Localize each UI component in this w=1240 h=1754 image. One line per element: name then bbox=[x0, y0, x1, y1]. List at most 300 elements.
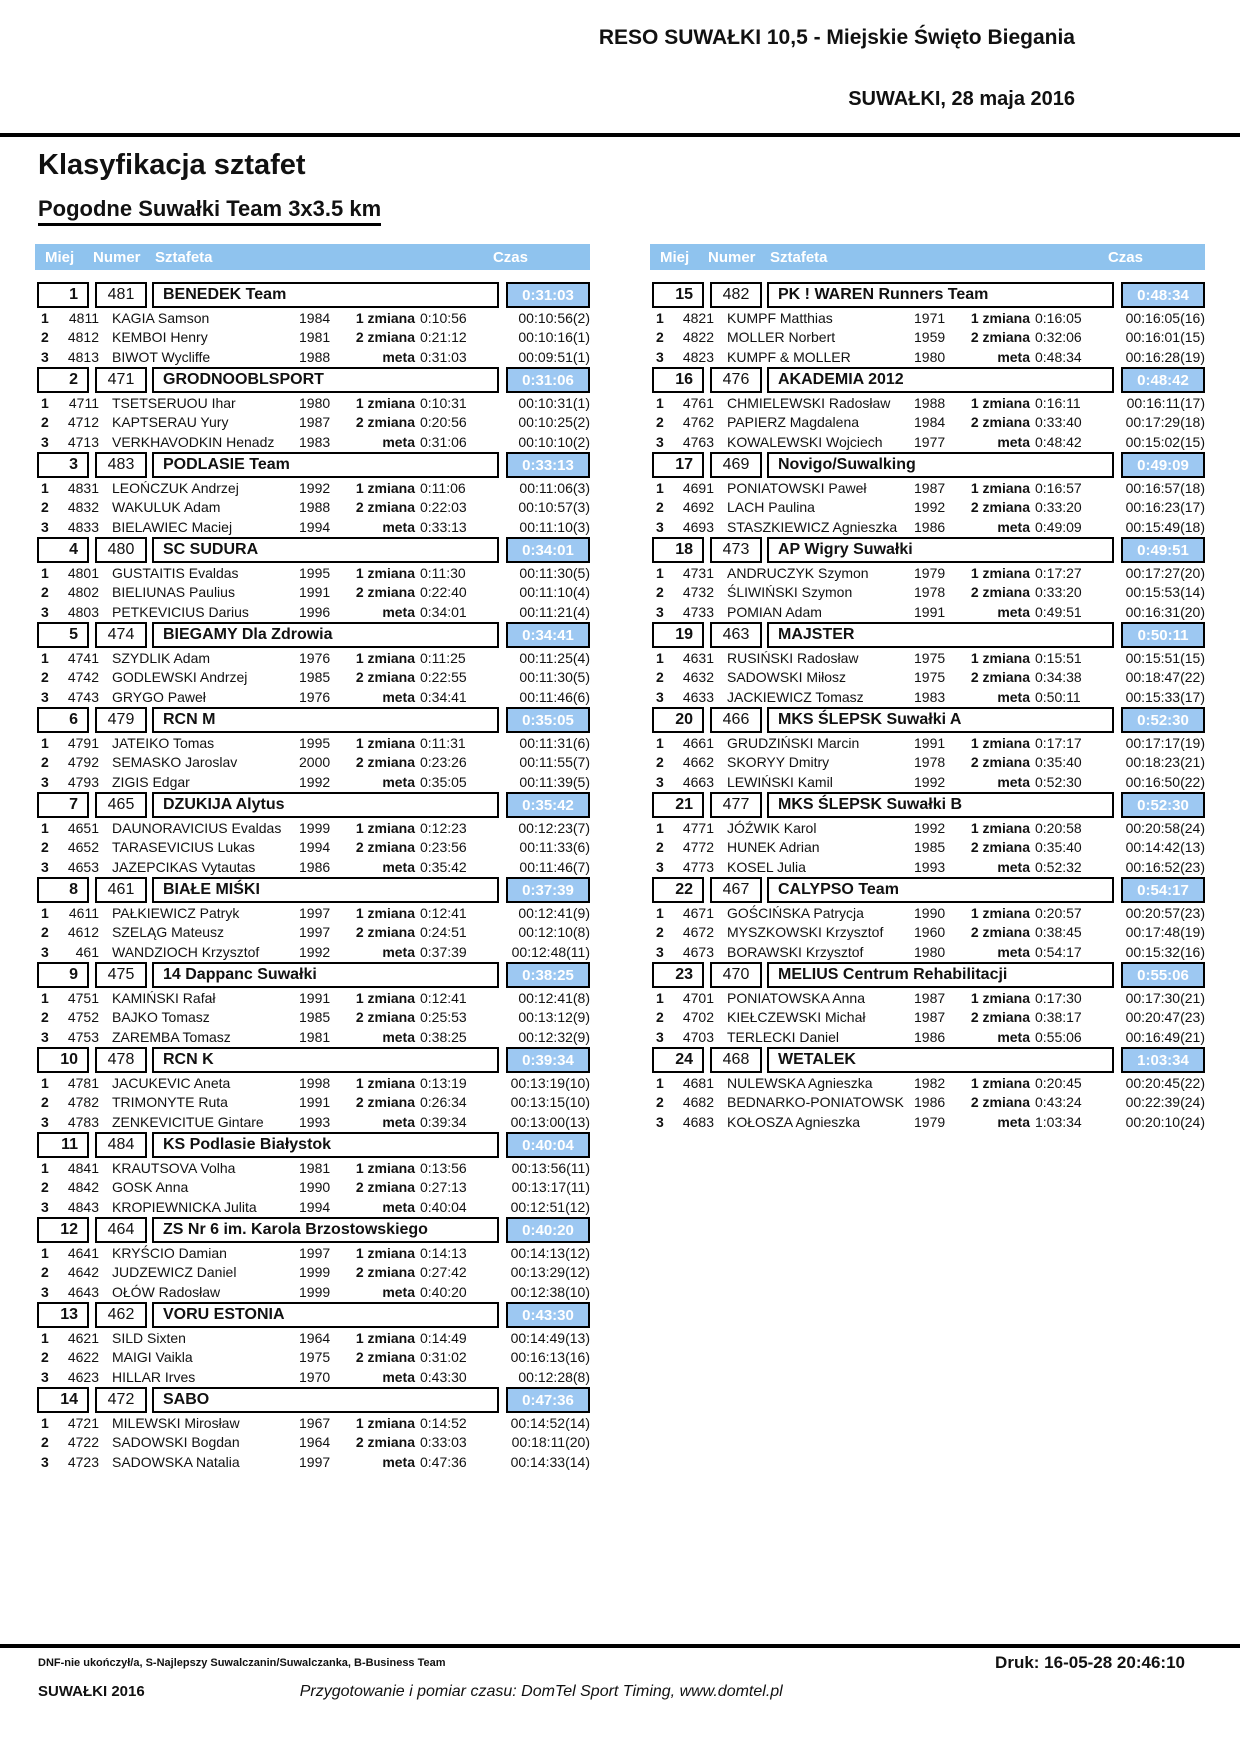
runner-row bbox=[650, 648, 1205, 668]
runner-bib: 4782 bbox=[67, 1094, 99, 1111]
runner-cumulative-time: 0:13:56 bbox=[420, 1159, 467, 1176]
runner-split-label: meta bbox=[997, 348, 1030, 365]
runner-row bbox=[35, 393, 590, 413]
runner-split-label: 2 zmiana bbox=[355, 414, 415, 431]
team-block bbox=[650, 1047, 1205, 1132]
runner-leg: 1 bbox=[656, 309, 664, 326]
runner-name: KAMIŃSKI Rafał bbox=[112, 989, 216, 1006]
runner-leg-time: 00:13:17(11) bbox=[511, 1179, 590, 1196]
runner-birth-year: 1986 bbox=[914, 518, 946, 535]
runner-leg: 2 bbox=[656, 839, 664, 856]
team-rank: 3 bbox=[37, 452, 89, 478]
runner-cumulative-time: 0:31:02 bbox=[420, 1349, 467, 1366]
column-header-numer: Numer bbox=[708, 248, 756, 266]
runner-row bbox=[35, 347, 590, 367]
runner-cumulative-time: 0:52:30 bbox=[1035, 773, 1082, 790]
team-number: 479 bbox=[95, 707, 147, 733]
team-block bbox=[35, 707, 590, 792]
runner-birth-year: 1981 bbox=[299, 329, 331, 346]
runner-name: BEDNARKO-PONIATOWSK bbox=[727, 1094, 904, 1111]
runner-bib: 4793 bbox=[67, 773, 99, 790]
runner-row bbox=[650, 413, 1205, 433]
team-block bbox=[650, 792, 1205, 877]
team-runners bbox=[35, 563, 590, 622]
runner-bib: 4811 bbox=[68, 309, 99, 326]
runner-birth-year: 1997 bbox=[299, 1244, 331, 1261]
runner-cumulative-time: 0:12:41 bbox=[420, 989, 467, 1006]
runner-row bbox=[35, 1433, 590, 1453]
runner-leg: 2 bbox=[41, 499, 49, 516]
runner-birth-year: 1993 bbox=[914, 858, 946, 875]
team-number: 474 bbox=[95, 622, 147, 648]
runner-split-label: meta bbox=[997, 773, 1030, 790]
runner-cumulative-time: 0:13:19 bbox=[420, 1074, 467, 1091]
runner-split-label: 2 zmiana bbox=[970, 1009, 1030, 1026]
runner-leg: 2 bbox=[41, 1434, 49, 1451]
team-number: 482 bbox=[710, 282, 762, 308]
runner-split-label: 2 zmiana bbox=[355, 1009, 415, 1026]
team-time-badge: 1:03:34 bbox=[1121, 1047, 1205, 1073]
team-time-badge: 0:48:42 bbox=[1121, 367, 1205, 393]
runner-split-label: 1 zmiana bbox=[970, 564, 1030, 581]
team-number: 470 bbox=[710, 962, 762, 988]
runner-split-label: 2 zmiana bbox=[970, 669, 1030, 686]
team-name: MKS ŚLEPSK Suwałki A bbox=[767, 707, 1114, 733]
column-header-numer: Numer bbox=[93, 248, 141, 266]
runner-name: TRIMONYTE Ruta bbox=[112, 1094, 228, 1111]
runner-bib: 4842 bbox=[67, 1179, 99, 1196]
runner-leg-time: 00:18:47(22) bbox=[1125, 669, 1205, 686]
runner-bib: 461 bbox=[75, 943, 99, 960]
runner-birth-year: 1990 bbox=[914, 904, 946, 921]
runner-birth-year: 1975 bbox=[914, 649, 946, 666]
team-time-badge: 0:40:20 bbox=[506, 1217, 590, 1243]
runner-split-label: meta bbox=[382, 773, 415, 790]
runner-bib: 4732 bbox=[682, 584, 714, 601]
runner-split-label: meta bbox=[382, 858, 415, 875]
team-time-badge: 0:31:03 bbox=[506, 282, 590, 308]
team-runners bbox=[35, 308, 590, 367]
runner-leg-time: 00:12:41(8) bbox=[518, 989, 590, 1006]
runner-name: KUMPF & MOLLER bbox=[727, 348, 851, 365]
runner-row bbox=[35, 903, 590, 923]
runner-leg: 2 bbox=[656, 1094, 664, 1111]
runner-name: TARASEVICIUS Lukas bbox=[112, 839, 255, 856]
runner-name: PAPIERZ Magdalena bbox=[727, 414, 860, 431]
runner-row bbox=[35, 1367, 590, 1387]
runner-bib: 4691 bbox=[682, 479, 714, 496]
runner-row bbox=[35, 1328, 590, 1348]
runner-leg-time: 00:17:48(19) bbox=[1125, 924, 1205, 941]
runner-bib: 4733 bbox=[682, 603, 714, 620]
runner-name: STASZKIEWICZ Agnieszka bbox=[727, 518, 898, 535]
runner-name: JUDZEWICZ Daniel bbox=[112, 1264, 237, 1281]
runner-name: POMIAN Adam bbox=[727, 603, 822, 620]
runner-leg: 3 bbox=[41, 943, 49, 960]
runner-split-label: meta bbox=[382, 1283, 415, 1300]
runner-bib: 4682 bbox=[682, 1094, 714, 1111]
runner-name: OŁÓW Radosław bbox=[112, 1283, 221, 1300]
runner-leg-time: 00:10:10(2) bbox=[518, 433, 590, 450]
runner-split-label: 2 zmiana bbox=[355, 1349, 415, 1366]
runner-name: DAUNORAVICIUS Evaldas bbox=[112, 819, 282, 836]
runner-leg-time: 00:20:10(24) bbox=[1125, 1113, 1205, 1130]
runner-split-label: 1 zmiana bbox=[355, 1244, 415, 1261]
runner-cumulative-time: 0:49:09 bbox=[1035, 518, 1082, 535]
team-number: 483 bbox=[95, 452, 147, 478]
runner-name: KAPTSERAU Yury bbox=[112, 414, 229, 431]
runner-birth-year: 1964 bbox=[299, 1329, 331, 1346]
team-header-row bbox=[35, 962, 590, 988]
runner-split-label: 2 zmiana bbox=[355, 584, 415, 601]
team-name: GRODNOOBLSPORT bbox=[152, 367, 499, 393]
runner-leg-time: 00:10:16(1) bbox=[518, 329, 590, 346]
team-runners bbox=[35, 1243, 590, 1302]
runner-name: WAKULUK Adam bbox=[112, 499, 221, 516]
team-runners bbox=[35, 1158, 590, 1217]
runner-leg-time: 00:18:23(21) bbox=[1125, 754, 1205, 771]
runner-leg-time: 00:11:33(6) bbox=[519, 839, 590, 856]
team-runners bbox=[650, 733, 1205, 792]
runner-leg-time: 00:17:30(21) bbox=[1125, 989, 1205, 1006]
runner-leg-time: 00:15:02(15) bbox=[1125, 433, 1205, 450]
runner-leg: 2 bbox=[41, 1009, 49, 1026]
team-header-row bbox=[35, 452, 590, 478]
runner-bib: 4653 bbox=[67, 858, 99, 875]
runner-birth-year: 1996 bbox=[299, 603, 331, 620]
runner-birth-year: 1985 bbox=[914, 839, 946, 856]
runner-name: BIELAWIEC Maciej bbox=[112, 518, 233, 535]
runner-cumulative-time: 0:24:51 bbox=[420, 924, 467, 941]
runner-birth-year: 1992 bbox=[914, 499, 946, 516]
runner-cumulative-time: 0:17:17 bbox=[1035, 734, 1082, 751]
team-name: SC SUDURA bbox=[152, 537, 499, 563]
runner-birth-year: 1991 bbox=[914, 603, 946, 620]
runner-row bbox=[650, 753, 1205, 773]
runner-leg: 3 bbox=[41, 1113, 49, 1130]
runner-leg-time: 00:10:56(2) bbox=[518, 309, 590, 326]
runner-row bbox=[650, 772, 1205, 792]
team-header-row bbox=[650, 282, 1205, 308]
runner-cumulative-time: 0:33:20 bbox=[1035, 584, 1082, 601]
runner-split-label: 1 zmiana bbox=[355, 1329, 415, 1346]
runner-row bbox=[35, 583, 590, 603]
runner-row bbox=[35, 1348, 590, 1368]
runner-cumulative-time: 0:31:06 bbox=[420, 433, 467, 450]
runner-leg-time: 00:16:13(16) bbox=[510, 1349, 590, 1366]
runner-cumulative-time: 0:37:39 bbox=[420, 943, 467, 960]
runner-bib: 4761 bbox=[682, 394, 714, 411]
runner-leg: 2 bbox=[41, 1094, 49, 1111]
team-block bbox=[35, 1302, 590, 1387]
runner-row bbox=[35, 1008, 590, 1028]
runner-leg: 2 bbox=[41, 924, 49, 941]
runner-bib: 4792 bbox=[67, 754, 99, 771]
runner-name: KUMPF Matthias bbox=[727, 309, 833, 326]
runner-birth-year: 1988 bbox=[299, 348, 331, 365]
team-name: BIAŁE MIŚKI bbox=[152, 877, 499, 903]
runner-row bbox=[35, 602, 590, 622]
runner-split-label: 1 zmiana bbox=[970, 904, 1030, 921]
runner-cumulative-time: 0:23:56 bbox=[420, 839, 467, 856]
runner-name: KRAUTSOVA Volha bbox=[112, 1159, 236, 1176]
runner-leg-time: 00:14:52(14) bbox=[510, 1414, 590, 1431]
runner-cumulative-time: 0:35:42 bbox=[420, 858, 467, 875]
runner-row bbox=[35, 988, 590, 1008]
runner-leg-time: 00:13:15(10) bbox=[510, 1094, 590, 1111]
team-name: MAJSTER bbox=[767, 622, 1114, 648]
team-number: 481 bbox=[95, 282, 147, 308]
team-time-badge: 0:38:25 bbox=[506, 962, 590, 988]
runner-birth-year: 1977 bbox=[914, 433, 946, 450]
runner-row bbox=[35, 1158, 590, 1178]
runner-split-label: meta bbox=[997, 603, 1030, 620]
runner-name: VERKHAVODKIN Henadz bbox=[112, 433, 275, 450]
runner-leg: 2 bbox=[656, 669, 664, 686]
runner-split-label: 1 zmiana bbox=[355, 1159, 415, 1176]
team-number: 484 bbox=[95, 1132, 147, 1158]
runner-bib: 4672 bbox=[682, 924, 714, 941]
runner-name: KROPIEWNICKA Julita bbox=[112, 1198, 257, 1215]
team-rank: 12 bbox=[37, 1217, 89, 1243]
runner-name: PONIATOWSKA Anna bbox=[727, 989, 865, 1006]
runner-birth-year: 1985 bbox=[299, 669, 331, 686]
runner-birth-year: 1992 bbox=[299, 773, 331, 790]
runner-bib: 4723 bbox=[67, 1453, 99, 1470]
runner-row bbox=[35, 687, 590, 707]
runner-split-label: 1 zmiana bbox=[355, 904, 415, 921]
runner-leg-time: 00:16:31(20) bbox=[1125, 603, 1205, 620]
team-name: WETALEK bbox=[767, 1047, 1114, 1073]
runner-bib: 4693 bbox=[682, 518, 714, 535]
runner-split-label: 1 zmiana bbox=[355, 989, 415, 1006]
team-rank: 1 bbox=[37, 282, 89, 308]
team-header-row bbox=[650, 622, 1205, 648]
runner-row bbox=[35, 942, 590, 962]
runner-row bbox=[35, 1452, 590, 1472]
runner-name: SADOWSKI Miłosz bbox=[727, 669, 847, 686]
runner-cumulative-time: 0:26:34 bbox=[420, 1094, 467, 1111]
runner-cumulative-time: 0:16:11 bbox=[1035, 394, 1081, 411]
team-rank: 4 bbox=[37, 537, 89, 563]
runner-row bbox=[650, 432, 1205, 452]
team-runners bbox=[35, 393, 590, 452]
runner-birth-year: 1979 bbox=[914, 1113, 946, 1130]
runner-leg: 1 bbox=[41, 1244, 49, 1261]
runner-leg-time: 00:10:25(2) bbox=[518, 414, 590, 431]
legend-note: DNF-nie ukończył/a, S-Najlepszy Suwalczanin/Suwalczanka, B-Business Team bbox=[38, 1657, 446, 1669]
team-number: 472 bbox=[95, 1387, 147, 1413]
team-rank: 20 bbox=[652, 707, 704, 733]
runner-leg: 2 bbox=[41, 1264, 49, 1281]
runner-bib: 4813 bbox=[67, 348, 99, 365]
runner-cumulative-time: 0:11:30 bbox=[420, 564, 466, 581]
team-runners bbox=[650, 903, 1205, 962]
runner-split-label: 2 zmiana bbox=[970, 499, 1030, 516]
runner-split-label: 1 zmiana bbox=[355, 1414, 415, 1431]
runner-leg-time: 00:20:57(23) bbox=[1125, 904, 1205, 921]
runner-bib: 4763 bbox=[682, 433, 714, 450]
runner-leg-time: 00:11:55(7) bbox=[519, 754, 590, 771]
team-header-row bbox=[35, 1132, 590, 1158]
runner-leg: 1 bbox=[41, 904, 49, 921]
runner-name: KOŁOSZA Agnieszka bbox=[727, 1113, 861, 1130]
runner-row bbox=[35, 753, 590, 773]
team-block bbox=[35, 1387, 590, 1472]
runner-row bbox=[35, 432, 590, 452]
runner-cumulative-time: 0:39:34 bbox=[420, 1113, 467, 1130]
team-name: RCN K bbox=[152, 1047, 499, 1073]
runner-split-label: 2 zmiana bbox=[355, 754, 415, 771]
runner-name: GOŚCIŃSKA Patrycja bbox=[727, 904, 864, 921]
team-number: 475 bbox=[95, 962, 147, 988]
runner-split-label: 2 zmiana bbox=[970, 924, 1030, 941]
runner-leg-time: 00:16:11(17) bbox=[1126, 394, 1205, 411]
team-number: 465 bbox=[95, 792, 147, 818]
runner-leg: 1 bbox=[41, 1074, 49, 1091]
runner-row bbox=[35, 648, 590, 668]
runner-birth-year: 1983 bbox=[914, 688, 946, 705]
team-rank: 17 bbox=[652, 452, 704, 478]
runner-row bbox=[650, 393, 1205, 413]
runner-row bbox=[35, 478, 590, 498]
team-time-badge: 0:52:30 bbox=[1121, 707, 1205, 733]
runner-birth-year: 1991 bbox=[914, 734, 946, 751]
runner-split-label: 1 zmiana bbox=[970, 394, 1030, 411]
runner-leg-time: 00:12:41(9) bbox=[518, 904, 590, 921]
runner-cumulative-time: 0:17:30 bbox=[1035, 989, 1082, 1006]
team-block bbox=[650, 707, 1205, 792]
runner-leg-time: 00:11:10(4) bbox=[519, 584, 590, 601]
runner-cumulative-time: 1:03:34 bbox=[1035, 1113, 1082, 1130]
team-rank: 22 bbox=[652, 877, 704, 903]
runner-split-label: 2 zmiana bbox=[355, 1094, 415, 1111]
page-title: Klasyfikacja sztafet bbox=[38, 149, 306, 181]
runner-bib: 4712 bbox=[67, 414, 99, 431]
team-name: DZUKIJA Alytus bbox=[152, 792, 499, 818]
runner-leg-time: 00:20:58(24) bbox=[1125, 819, 1205, 836]
runner-birth-year: 1982 bbox=[914, 1074, 946, 1091]
column-header-czas: Czas bbox=[492, 248, 528, 266]
runner-leg-time: 00:17:29(18) bbox=[1125, 414, 1205, 431]
runner-split-label: 1 zmiana bbox=[355, 479, 415, 496]
runner-name: KRYŚCIO Damian bbox=[112, 1244, 227, 1261]
runner-bib: 4612 bbox=[67, 924, 99, 941]
runner-birth-year: 1991 bbox=[299, 1094, 331, 1111]
runner-birth-year: 1994 bbox=[299, 1198, 331, 1215]
runner-split-label: 2 zmiana bbox=[355, 839, 415, 856]
event-title: RESO SUWAŁKI 10,5 - Miejskie Święto Biegania bbox=[598, 26, 1075, 49]
runner-cumulative-time: 0:27:13 bbox=[420, 1179, 467, 1196]
runner-name: WANDZIOCH Krzysztof bbox=[112, 943, 260, 960]
team-name: PK ! WAREN Runners Team bbox=[767, 282, 1114, 308]
runner-leg: 2 bbox=[656, 754, 664, 771]
runner-name: ZAREMBA Tomasz bbox=[112, 1028, 231, 1045]
runner-leg-time: 00:14:13(12) bbox=[510, 1244, 590, 1261]
runner-leg: 3 bbox=[41, 603, 49, 620]
runner-split-label: 2 zmiana bbox=[355, 669, 415, 686]
runner-bib: 4783 bbox=[67, 1113, 99, 1130]
runner-leg: 1 bbox=[41, 819, 49, 836]
runner-birth-year: 1997 bbox=[299, 924, 331, 941]
runner-bib: 4692 bbox=[682, 499, 714, 516]
runner-birth-year: 1992 bbox=[299, 479, 331, 496]
runner-split-label: 1 zmiana bbox=[970, 989, 1030, 1006]
runner-leg-time: 00:12:51(12) bbox=[510, 1198, 590, 1215]
runner-split-label: 1 zmiana bbox=[970, 309, 1030, 326]
runner-leg: 1 bbox=[656, 564, 664, 581]
runner-cumulative-time: 0:38:25 bbox=[420, 1028, 467, 1045]
runner-leg-time: 00:17:17(19) bbox=[1125, 734, 1205, 751]
team-time-badge: 0:40:04 bbox=[506, 1132, 590, 1158]
team-rank: 6 bbox=[37, 707, 89, 733]
runner-name: SKORYY Dmitry bbox=[727, 754, 830, 771]
runner-split-label: 1 zmiana bbox=[355, 819, 415, 836]
runner-bib: 4823 bbox=[682, 348, 714, 365]
runner-leg: 3 bbox=[656, 688, 664, 705]
runner-birth-year: 1985 bbox=[299, 1009, 331, 1026]
runner-row bbox=[650, 602, 1205, 622]
team-rank: 9 bbox=[37, 962, 89, 988]
runner-leg: 1 bbox=[656, 819, 664, 836]
team-block bbox=[650, 877, 1205, 962]
runner-cumulative-time: 0:33:40 bbox=[1035, 414, 1082, 431]
runner-leg: 3 bbox=[41, 858, 49, 875]
runner-row bbox=[650, 347, 1205, 367]
runner-split-label: 2 zmiana bbox=[970, 754, 1030, 771]
runner-bib: 4651 bbox=[67, 819, 99, 836]
runner-bib: 4812 bbox=[67, 329, 99, 346]
runner-leg: 3 bbox=[41, 1453, 49, 1470]
footer-timing-credit: Przygotowanie i pomiar czasu: DomTel Sport Timing, www.domtel.pl bbox=[299, 1683, 783, 1700]
runner-cumulative-time: 0:40:04 bbox=[420, 1198, 467, 1215]
runner-row bbox=[35, 733, 590, 753]
runner-name: GUSTAITIS Evaldas bbox=[112, 564, 239, 581]
runner-split-label: 2 zmiana bbox=[970, 414, 1030, 431]
runner-split-label: 2 zmiana bbox=[355, 1264, 415, 1281]
team-number: 461 bbox=[95, 877, 147, 903]
team-block bbox=[35, 1132, 590, 1217]
team-header-row bbox=[35, 367, 590, 393]
runner-row bbox=[35, 1112, 590, 1132]
team-number: 473 bbox=[710, 537, 762, 563]
runner-bib: 4753 bbox=[67, 1028, 99, 1045]
runner-bib: 4663 bbox=[682, 773, 714, 790]
runner-split-label: 2 zmiana bbox=[970, 1094, 1030, 1111]
runner-leg: 3 bbox=[41, 1028, 49, 1045]
runner-cumulative-time: 0:12:41 bbox=[420, 904, 467, 921]
runner-leg-time: 00:11:46(6) bbox=[519, 688, 590, 705]
runner-row bbox=[650, 903, 1205, 923]
runner-leg-time: 00:13:19(10) bbox=[510, 1074, 590, 1091]
runner-bib: 4771 bbox=[682, 819, 714, 836]
runner-leg: 3 bbox=[656, 518, 664, 535]
runner-cumulative-time: 0:54:17 bbox=[1035, 943, 1082, 960]
runner-birth-year: 1988 bbox=[914, 394, 946, 411]
runner-name: ZENKEVICITUE Gintare bbox=[112, 1113, 264, 1130]
runner-row bbox=[35, 1178, 590, 1198]
runner-leg-time: 00:15:53(14) bbox=[1125, 584, 1205, 601]
team-runners bbox=[35, 1328, 590, 1387]
runner-split-label: meta bbox=[382, 1368, 415, 1385]
runner-leg: 2 bbox=[656, 499, 664, 516]
runner-birth-year: 1975 bbox=[299, 1349, 331, 1366]
runner-bib: 4641 bbox=[67, 1244, 99, 1261]
team-name: RCN M bbox=[152, 707, 499, 733]
runner-cumulative-time: 0:50:11 bbox=[1035, 688, 1081, 705]
runner-cumulative-time: 0:20:57 bbox=[1035, 904, 1082, 921]
runner-birth-year: 1992 bbox=[299, 943, 331, 960]
